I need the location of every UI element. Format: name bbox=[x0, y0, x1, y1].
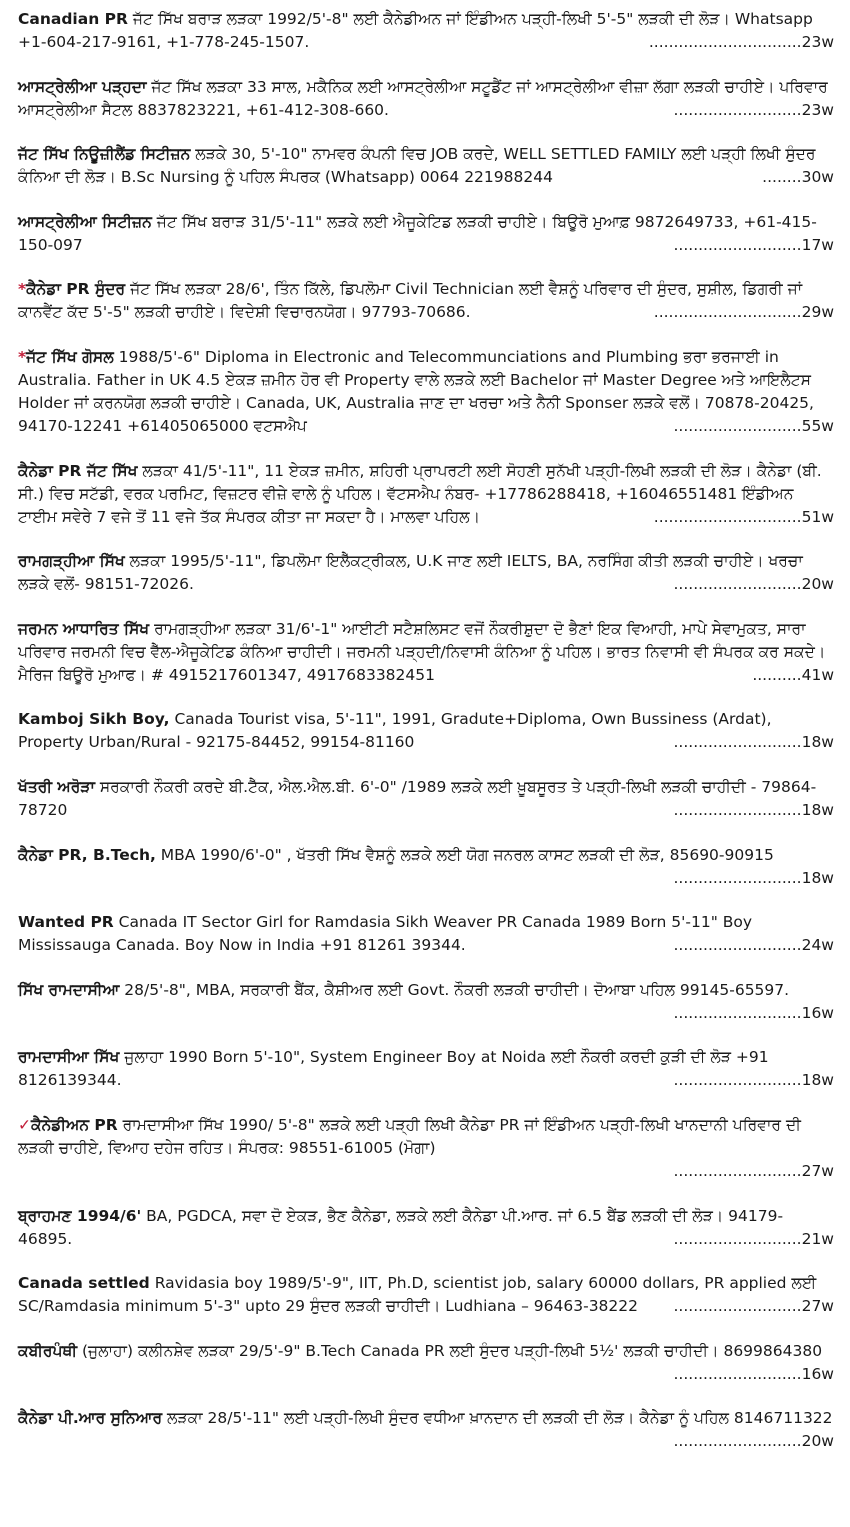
ad-body: Ravidasia boy 1989/5'-9", IIT, Ph.D, scientist job, salary 60000 dollars, PR applied ਲਈ SC/Ramdasia minimum 5'-3" upto 29 ਸੁੰਦਰ ਲੜਕੀ ਚਾਹੀਦੀ। Ludhiana – 96463-38222 bbox=[18, 1274, 817, 1316]
ad-entry-6 bbox=[18, 346, 834, 438]
ad-entry-14 bbox=[18, 979, 834, 1025]
ad-body: ਲੜਕੇ 30, 5'-10" ਨਾਮਵਰ ਕੰਪਨੀ ਵਿਚ JOB ਕਰਦੇ, WELL SETTLED FAMILY ਲਈ ਪੜ੍ਹੀ ਲਿਖੀ ਸੁੰਦਰ ਕੰਨਿਆ ਦੀ ਲੋੜ। B.Sc Nursing ਨੂੰ ਪਹਿਲ ਸੰਪਰਕ (Whatsapp) 0064 221988244 bbox=[18, 145, 816, 187]
ad-entry-11 bbox=[18, 776, 834, 822]
ad-body: 28/5'-8", MBA, ਸਰਕਾਰੀ ਬੈਂਕ, ਕੈਸ਼ੀਅਰ ਲਈ Govt. ਨੌਕਰੀ ਲੜਕੀ ਚਾਹੀਦੀ। ਦੋਆਬਾ ਪਹਿਲ 99145-65597. bbox=[119, 980, 790, 999]
ad-entry-4 bbox=[18, 211, 834, 257]
ad-heading: ਆਸਟ੍ਰੇਲੀਆ ਪੜ੍ਹਦਾ bbox=[18, 77, 147, 96]
ad-entry-10 bbox=[18, 708, 834, 754]
ad-body: MBA 1990/6'-0" , ਖੱਤਰੀ ਸਿੱਖ ਵੈਸ਼ਨੂੰ ਲੜਕੇ ਲਈ ਯੋਗ ਜਨਰਲ ਕਾਸਟ ਲੜਕੀ ਦੀ ਲੋੜ, 85690-90915 bbox=[155, 845, 774, 864]
ad-entry-9 bbox=[18, 618, 834, 687]
ad-heading: ਕਬੀਰਪੰਥੀ bbox=[18, 1341, 78, 1360]
ad-entry-20 bbox=[18, 1407, 834, 1453]
ad-body: 1988/5'-6" Diploma in Electronic and Telecommunciations and Plumbing ਭਰਾ ਭਰਜਾਈ in Australia. Father in UK 4.5 ਏਕੜ ਜ਼ਮੀਨ ਹੋਰ ਵੀ Property ਵਾਲੇ ਲੜਕੇ ਲਈ Bachelor ਜਾਂ Master Degree ਅਤੇ ਆਇਲੈਟਸ Holder ਜਾਂ ਕਰਨਯੋਗ ਲੜਕੀ ਚਾਹੀਏ। Canada, UK, Australia ਜਾਣ ਦਾ ਖਰਚਾ ਅਤੇ ਨੈਨੀ Sponser ਲੜਕੇ ਵਲੋਂ। 70878-20425, 94170-12241 +61405065000 ਵਟਸਐਪ bbox=[18, 347, 814, 435]
ad-entry-13 bbox=[18, 911, 834, 957]
ad-word-count: ..........................23w bbox=[673, 100, 834, 119]
ad-body: (ਜੁਲਾਹਾ) ਕਲੀਨਸ਼ੇਵ ਲੜਕਾ 29/5'-9" B.Tech Canada PR ਲਈ ਸੁੰਦਰ ਪੜ੍ਹੀ-ਲਿਖੀ 5½' ਲੜਕੀ ਚਾਹੀਦੀ। 8699864380 bbox=[77, 1341, 823, 1360]
ad-body: ਜੱਟ ਸਿੱਖ ਲੜਕਾ 28/6', ਤਿੰਨ ਕਿੱਲੇ, ਡਿਪਲੋਮਾ Civil Technician ਲਈ ਵੈਸ਼ਨੂੰ ਪਰਿਵਾਰ ਦੀ ਸੁੰਦਰ, ਸੁਸ਼ੀਲ, ਡਿਗਰੀ ਜਾਂ ਕਾਨਵੈਂਟ ਕੱਦ 5'-5" ਲੜਕੀ ਚਾਹੀਏ। ਵਿਦੇਸ਼ੀ ਵਿਚਾਰਨਯੋਗ। 97793-70686. bbox=[18, 280, 803, 322]
ad-entry-16 bbox=[18, 1114, 834, 1183]
ad-word-count: ..............................29w bbox=[653, 303, 834, 322]
ad-entry-19 bbox=[18, 1340, 834, 1386]
ad-body: Canada Tourist visa, 5'-11", 1991, Gradute+Diploma, Own Bussiness (Ardat), Property Urban/Rural - 92175-84452, 99154-81160 bbox=[18, 710, 772, 752]
ad-heading: ਜਰਮਨ ਆਧਾਰਿਤ ਸਿੱਖ bbox=[18, 619, 150, 638]
ad-heading: ਕੈਨੇਡੀਅਨ PR bbox=[31, 1115, 118, 1134]
ad-body: ਸਰਕਾਰੀ ਨੌਕਰੀ ਕਰਦੇ ਬੀ.ਟੈੱਕ, ਐਲ.ਐਲ.ਬੀ. 6'-0" /1989 ਲੜਕੇ ਲਈ ਖ਼ੂਬਸੂਰਤ ਤੇ ਪੜ੍ਹੀ-ਲਿਖੀ ਲੜਕੀ ਚਾਹੀਦੀ - 79864-78720 bbox=[18, 777, 817, 819]
ad-heading: ਰਾਮਗੜ੍ਹੀਆ ਸਿੱਖ bbox=[18, 552, 125, 571]
ad-heading: Canada settled bbox=[18, 1274, 150, 1293]
ad-word-count: ..........................17w bbox=[673, 235, 834, 254]
ad-entry-8 bbox=[18, 550, 834, 596]
ad-entry-5 bbox=[18, 278, 834, 324]
ad-heading: ਕੈਨੇਡਾ ਪੀ.ਆਰ ਸੁਨਿਆਰ bbox=[18, 1409, 163, 1428]
ad-entry-2 bbox=[18, 76, 834, 122]
ad-heading: Kamboj Sikh Boy, bbox=[18, 710, 170, 729]
ad-entry-3 bbox=[18, 143, 834, 189]
ad-heading: ਖੱਤਰੀ ਅਰੋੜਾ bbox=[18, 777, 95, 796]
ad-heading: ਕੈਨੇਡਾ PR ਸੁੰਦਰ bbox=[26, 280, 126, 299]
ad-heading: ਬ੍ਰਾਹਮਣ 1994/6' bbox=[18, 1206, 142, 1225]
ad-word-count: ..........................16w bbox=[673, 1003, 834, 1022]
ad-body: ਜੱਟ ਸਿੱਖ ਬਰਾੜ ਲੜਕਾ 1992/5'-8" ਲਈ ਕੈਨੇਡੀਅਨ ਜਾਂ ਇੰਡੀਅਨ ਪੜ੍ਹੀ-ਲਿਖੀ 5'-5" ਲੜਕੀ ਦੀ ਲੋੜ। Whatsapp +1-604-217-9161, +1-778-245-1507. bbox=[18, 10, 813, 51]
ad-word-count: ........30w bbox=[762, 168, 834, 187]
ad-heading: ਜੱਟ ਸਿੱਖ ਗੋਸਲ bbox=[26, 347, 114, 366]
ad-word-count: ...............................23w bbox=[648, 33, 834, 51]
ad-entry-18 bbox=[18, 1272, 834, 1318]
ad-heading: ਆਸਟ੍ਰੇਲੀਆ ਸਿਟੀਜ਼ਨ bbox=[18, 212, 152, 231]
ad-word-count: ..........................18w bbox=[673, 868, 834, 887]
ad-body: ਲੜਕਾ 1995/5'-11", ਡਿਪਲੋਮਾ ਇਲੈੱਕਟ੍ਰੀਕਲ, U.K ਜਾਣ ਲਈ IELTS, BA, ਨਰਸਿੰਗ ਕੀਤੀ ਲੜਕੀ ਚਾਹੀਏ। ਖਰਚਾ ਲੜਕੇ ਵਲੋਂ- 98151-72026. bbox=[18, 552, 803, 594]
ad-heading: ਜੱਟ ਸਿੱਖ ਨਿਊਜ਼ੀਲੈਂਡ ਸਿਟੀਜ਼ਨ bbox=[18, 145, 191, 164]
ad-heading: ਸਿੱਖ ਰਾਮਦਾਸੀਆ bbox=[18, 980, 120, 999]
ad-word-count: ..........................18w bbox=[673, 1071, 834, 1090]
ad-body: Canada IT Sector Girl for Ramdasia Sikh Weaver PR Canada 1989 Born 5'-11" Boy Mississauga Canada. Boy Now in India +91 81261 39344. bbox=[18, 913, 753, 955]
ad-star-marker: * bbox=[18, 280, 27, 299]
ad-entry-12 bbox=[18, 844, 834, 890]
ad-body: ਜੱਟ ਸਿੱਖ ਬਰਾੜ 31/5'-11" ਲੜਕੇ ਲਈ ਐਜੂਕੇਟਿਡ ਲੜਕੀ ਚਾਹੀਏ। ਬਿਊਰੋ ਮੁਆਫ਼ 9872649733, +61-415-150-097 bbox=[18, 212, 817, 254]
ad-body: ਰਾਮਦਾਸੀਆ ਸਿੱਖ 1990/ 5'-8" ਲੜਕੇ ਲਈ ਪੜ੍ਹੀ ਲਿਖੀ ਕੈਨੇਡਾ PR ਜਾਂ ਇੰਡੀਅਨ ਪੜ੍ਹੀ-ਲਿਖੀ ਖਾਨਦਾਨੀ ਪਰਿਵਾਰ ਦੀ ਲੜਕੀ ਚਾਹੀਏ, ਵਿਆਹ ਦਹੇਜ ਰਹਿਤ। ਸੰਪਰਕ: 98551-61005 (ਮੋਗਾ) bbox=[18, 1115, 801, 1157]
ad-body: ਰਾਮਗੜ੍ਹੀਆ ਲੜਕਾ 31/6'-1" ਆਈਟੀ ਸਟੈਸ਼ਲਿਸਟ ਵਜੋਂ ਨੌਕਰੀਸ਼ੁਦਾ ਦੋ ਭੈਣਾਂ ਇਕ ਵਿਆਹੀ, ਮਾਪੇ ਸੇਵਾਮੁਕਤ, ਸਾਰਾ ਪਰਿਵਾਰ ਜਰਮਨੀ ਵਿਚ ਵੈੱਲ-ਐਜੂਕੇਟਿਡ ਕੰਨਿਆ ਚਾਹੀਦੀ। ਜਰਮਨੀ ਪੜ੍ਹਦੀ/ਨਿਵਾਸੀ ਕੰਨਿਆ ਨੂੰ ਪਹਿਲ। ਭਾਰਤ ਨਿਵਾਸੀ ਵੀ ਸੰਪਰਕ ਕਰ ਸਕਦੇ। ਮੈਰਿਜ ਬਿਊਰੋ ਮੁਆਫ। # 4915217601347, 4917683382451 bbox=[18, 619, 826, 684]
ad-word-count: ..........................20w bbox=[673, 1432, 834, 1451]
ad-entry-7 bbox=[18, 460, 834, 529]
ad-heading: ਕੈਨੇਡਾ PR ਜੱਟ ਸਿੱਖ bbox=[18, 461, 138, 480]
ad-word-count: ..............................51w bbox=[653, 507, 834, 526]
ad-star-marker: * bbox=[18, 347, 27, 366]
ad-word-count: ..........41w bbox=[752, 665, 834, 684]
ad-word-count: ..........................20w bbox=[673, 575, 834, 594]
ad-word-count: ..........................55w bbox=[673, 416, 834, 435]
ad-word-count: ..........................16w bbox=[673, 1364, 834, 1383]
ad-word-count: ..........................18w bbox=[673, 733, 834, 752]
ad-body: ਲੜਕਾ 28/5'-11" ਲਈ ਪੜ੍ਹੀ-ਲਿਖੀ ਸੁੰਦਰ ਵਧੀਆ ਖ਼ਾਨਦਾਨ ਦੀ ਲੜਕੀ ਦੀ ਲੋੜ। ਕੈਨੇਡਾ ਨੂੰ ਪਹਿਲ 8146711322 bbox=[162, 1409, 833, 1428]
ad-entry-17 bbox=[18, 1205, 834, 1251]
ad-heading: ਕੈਨੇਡਾ PR, B.Tech, bbox=[18, 845, 156, 864]
ad-word-count: ..........................24w bbox=[673, 936, 834, 955]
ad-body: ਜੱਟ ਸਿੱਖ ਲੜਕਾ 33 ਸਾਲ, ਮਕੈਨਿਕ ਲਈ ਆਸਟ੍ਰੇਲੀਆ ਸਟੂਡੈਂਟ ਜਾਂ ਆਸਟ੍ਰੇਲੀਆ ਵੀਜ਼ਾ ਲੱਗਾ ਲੜਕੀ ਚਾਹੀਏ। ਪਰਿਵਾਰ ਆਸਟ੍ਰੇਲੀਆ ਸੈਟਲ 8837823221, +61-412-308-660. bbox=[18, 77, 828, 119]
ad-entry-1 bbox=[18, 8, 834, 54]
ad-body: ਜੁਲਾਹਾ 1990 Born 5'-10", System Engineer Boy at Noida ਲਈ ਨੌਕਰੀ ਕਰਦੀ ਕੁੜੀ ਦੀ ਲੋੜ +91 8126139344. bbox=[18, 1048, 769, 1090]
ad-heading: Wanted PR bbox=[18, 913, 114, 932]
ad-heading: Canadian PR bbox=[18, 10, 128, 28]
ad-word-count: ..........................21w bbox=[673, 1229, 834, 1248]
ad-heading: ਰਾਮਦਾਸੀਆ ਸਿੱਖ bbox=[18, 1048, 120, 1067]
ad-entry-15 bbox=[18, 1046, 834, 1092]
ad-body: ਲੜਕਾ 41/5'-11", 11 ਏਕੜ ਜ਼ਮੀਨ, ਸ਼ਹਿਰੀ ਪ੍ਰਾਪਰਟੀ ਲਈ ਸੋਹਣੀ ਸੁਨੱਖੀ ਪੜ੍ਹੀ-ਲਿਖੀ ਲੜਕੀ ਦੀ ਲੋੜ। ਕੈਨੇਡਾ (ਬੀ. ਸੀ.) ਵਿਚ ਸਟੱਡੀ, ਵਰਕ ਪਰਮਿਟ, ਵਿਜ਼ਟਰ ਵੀਜ਼ੇ ਵਾਲੇ ਨੂੰ ਪਹਿਲ। ਵੱਟਸਐਪ ਨੰਬਰ- +17786288418, +16046551481 ਇੰਡੀਅਨ ਟਾਈਮ ਸਵੇਰੇ 7 ਵਜੇ ਤੋਂ 11 ਵਜੇ ਤੱਕ ਸੰਪਰਕ ਕੀਤਾ ਜਾ ਸਕਦਾ ਹੈ। ਮਾਲਵਾ ਪਹਿਲ। bbox=[18, 461, 822, 526]
ad-body: BA, PGDCA, ਸਵਾ ਦੋ ਏਕੜ, ਭੈਣ ਕੈਨੇਡਾ, ਲੜਕੇ ਲਈ ਕੈਨੇਡਾ ਪੀ.ਆਰ. ਜਾਂ 6.5 ਬੈਂਡ ਲੜਕੀ ਦੀ ਲੋੜ। 94179-46895. bbox=[18, 1206, 784, 1248]
ad-word-count: ..........................18w bbox=[673, 800, 834, 819]
check-mark-icon: ✓ bbox=[18, 1115, 31, 1134]
ad-word-count: ..........................27w bbox=[673, 1161, 834, 1180]
ad-word-count: ..........................27w bbox=[673, 1297, 834, 1316]
